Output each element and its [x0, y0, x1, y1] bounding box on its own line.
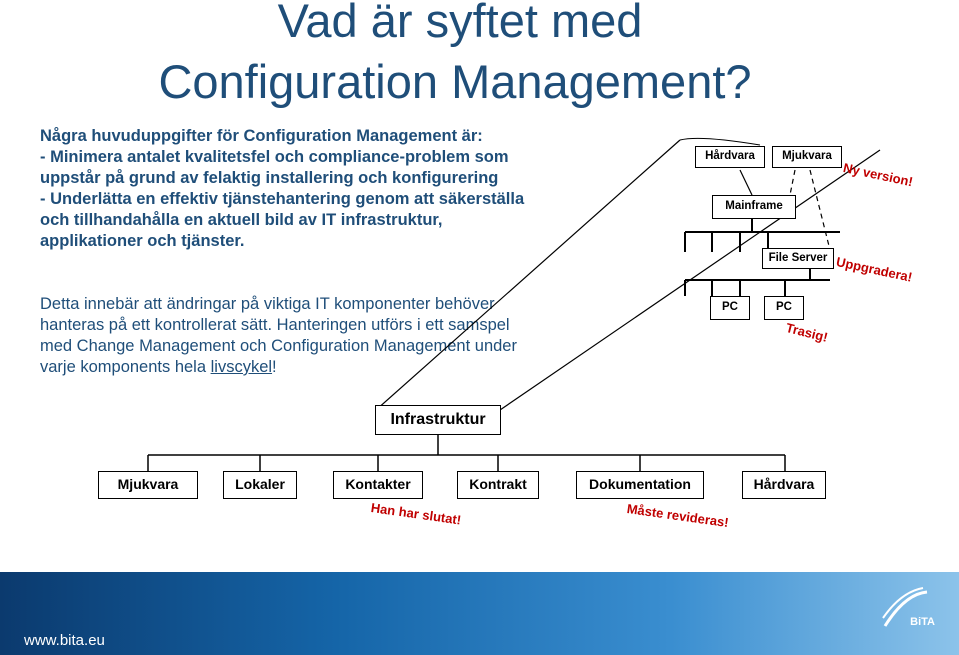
page-title-line1: Vad är syftet med	[277, 0, 643, 47]
pc-node: PC	[710, 296, 750, 320]
intro-line: Några huvuduppgifter för Configuration Management är:	[40, 127, 483, 145]
note-broken: Trasig!	[784, 320, 830, 345]
hardware-node: Hårdvara	[695, 146, 765, 168]
category-contacts: Kontakter	[333, 471, 423, 499]
footer-url[interactable]: www.bita.eu	[24, 632, 105, 649]
note-upgrade: Uppgradera!	[834, 254, 914, 285]
detail-line: Detta innebär att ändringar på viktiga IT komponenter behöver	[40, 295, 495, 313]
intro-line: uppstår på grund av felaktig installering och konfigurering	[40, 169, 499, 187]
detail-line: hanteras på ett kontrollerat sätt. Hanteringen utförs i ett samspel	[40, 316, 510, 334]
note-quit: Han har slutat!	[369, 500, 463, 528]
infrastructure-box: Infrastruktur	[375, 405, 501, 435]
category-documentation: Dokumentation	[576, 471, 704, 499]
category-software: Mjukvara	[98, 471, 198, 499]
intro-line: och tillhandahålla en aktuell bild av IT infrastruktur,	[40, 211, 443, 229]
note-revise: Måste revideras!	[625, 501, 730, 531]
software-node: Mjukvara	[772, 146, 842, 168]
fileserver-node: File Server	[762, 248, 834, 269]
mainframe-node: Mainframe	[712, 195, 796, 219]
lifecycle-link[interactable]: livscykel	[210, 358, 273, 376]
note-new-version: Ny version!	[841, 160, 915, 190]
category-premises: Lokaler	[223, 471, 297, 499]
category-hardware: Hårdvara	[742, 471, 826, 499]
pc-node: PC	[764, 296, 804, 320]
bita-logo-text: BiTA	[910, 616, 935, 628]
bita-logo-icon	[877, 586, 933, 642]
detail-line: med Change Management och Configuration Management under	[40, 337, 517, 355]
detail-last-prefix: varje komponents hela	[40, 358, 211, 376]
footer-banner	[0, 572, 959, 655]
intro-line: applikationer och tjänster.	[40, 232, 245, 250]
category-contracts: Kontrakt	[457, 471, 539, 499]
detail-last-suffix: !	[272, 358, 277, 376]
intro-line: - Underlätta en effektiv tjänstehantering genom att säkerställa	[40, 190, 525, 208]
intro-line: - Minimera antalet kvalitetsfel och compliance-problem som	[40, 148, 509, 166]
page-title-line2: Configuration Management?	[158, 55, 752, 108]
